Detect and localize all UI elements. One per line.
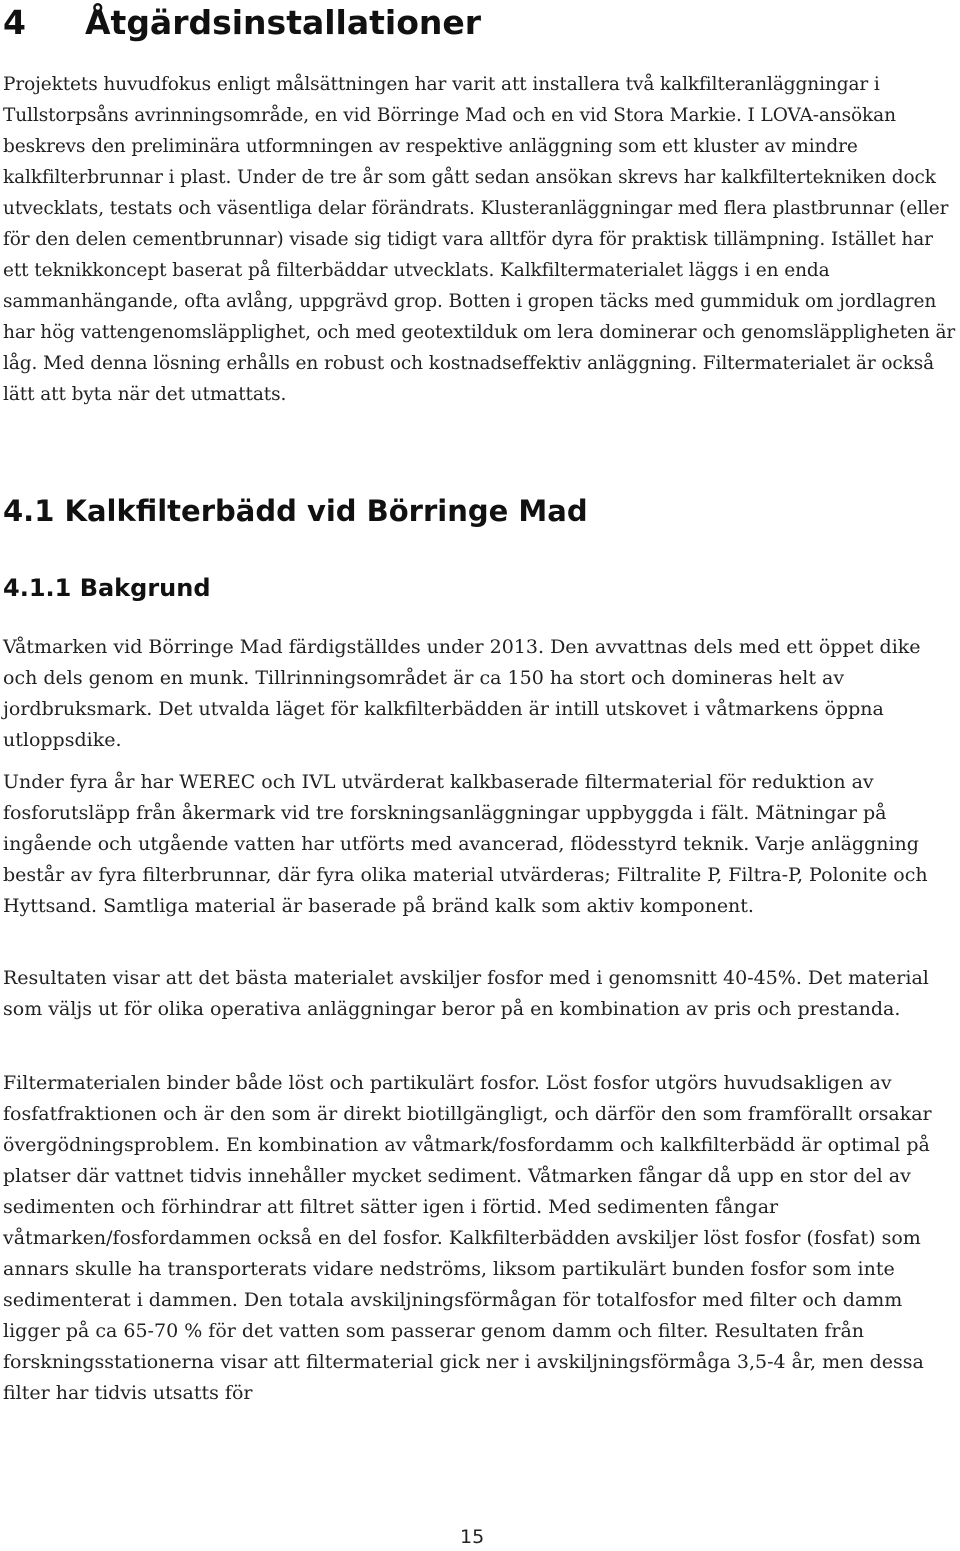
chapter-number: 4 [3,3,26,42]
paragraph: Under fyra år har WEREC och IVL utvärderat kalkbaserade filtermaterial för reduktion av fosforutsläpp från åkermark vid tre forskningsanläggningar uppbyggda i fält. Mätningar på ingående och utgående vatten har utförts med avancerad, flödesstyrd teknik. Varje anläggning består av fyra filterbrunnar, där fyra olika material utvärderas; Filtralite P, Filtra-P, Polonite och Hyttsand. Samtliga material är baserade på bränd kalk som aktiv komponent. [3,771,928,917]
subsection-heading: 4.1.1 Bakgrund [3,574,211,602]
paragraph-block-4 [3,1068,957,1409]
intro-block [3,69,957,410]
chapter-heading [3,2,481,44]
paragraph: Filtermaterialen binder både löst och partikulärt fosfor. Löst fosfor utgörs huvudsakligen av fosfatfraktionen och är den som är direkt biotillgängligt, och därför den som framförallt orsakar övergödningsproblem. En kombination av våtmark/fosfordamm och kalkfilterbädd är optimal på platser där vattnet tidvis innehåller mycket sediment. Våtmarken fångar då upp en stor del av sedimenten och förhindrar att filtret sätter igen i förtid. Med sedimenten fångar våtmarken/fosfordammen också en del fosfor. Kalkfilterbädden avskiljer löst fosfor (fosfat) som annars skulle ha transporterats vidare nedströms, liksom partikulärt bunden fosfor som inte sedimenterat i dammen. Den totala avskiljningsförmågan för totalfosfor med filter och damm ligger på ca 65-70 % för det vatten som passerar genom damm och filter. Resultaten från forskningsstationerna visar att filtermaterial gick ner i avskiljningsförmåga 3,5-4 år, men dessa filter har tidvis utsatts för [3,1072,932,1404]
page-number: 15 [460,1526,485,1548]
chapter-title: Åtgärdsinstallationer [85,3,482,42]
paragraph: Våtmarken vid Börringe Mad färdigställdes under 2013. Den avvattnas dels med ett öppet dike och dels genom en munk. Tillrinningsområdet är ca 150 ha stort och domineras helt av jordbruksmark. Det utvalda läget för kalkfilterbädden är intill utskovet i våtmarkens öppna utloppsdike. [3,636,921,751]
paragraph-block-1 [3,632,957,756]
paragraph: Resultaten visar att det bästa materialet avskiljer fosfor med i genomsnitt 40-45%. Det material som väljs ut för olika operativa anläggningar beror på en kombination av pris och prestanda. [3,967,929,1020]
paragraph-block-3 [3,963,957,1025]
paragraph-block-2 [3,767,957,922]
intro-paragraph: Projektets huvudfokus enligt målsättningen har varit att installera två kalkfilteranläggningar i Tullstorpsåns avrinningsområde, en vid Börringe Mad och en vid Stora Markie. I LOVA-ansökan beskrevs den preliminära utformningen av respektive anläggning som ett kluster av mindre kalkfilterbrunnar i plast. Under de tre år som gått sedan ansökan skrevs har kalkfiltertekniken dock utvecklats, testats och väsentliga delar förändrats. Klusteranläggningar med flera plastbrunnar (eller för den delen cementbrunnar) visade sig tidigt vara alltför dyra för praktisk tillämpning. Istället har ett teknikkoncept baserat på filterbäddar utvecklats. Kalkfiltermaterialet läggs i en enda sammanhängande, ofta avlång, uppgrävd grop. Botten i gropen täcks med gummiduk om jordlagren har hög vattengenomsläpplighet, och med geotextilduk om lera dominerar och genomsläppligheten är låg. Med denna lösning erhålls en robust och kostnadseffektiv anläggning. Filtermaterialet är också lätt att byta när det utmattats. [3,74,956,405]
section-heading: 4.1 Kalkfilterbädd vid Börringe Mad [3,494,588,528]
